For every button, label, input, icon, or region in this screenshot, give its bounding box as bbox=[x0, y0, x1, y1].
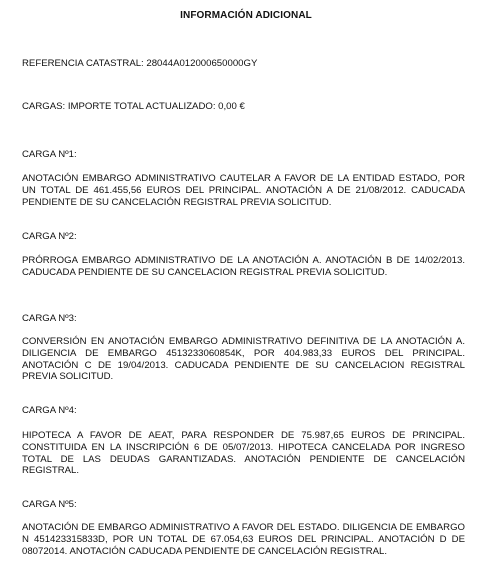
carga-2-heading: CARGA Nº2: bbox=[22, 231, 77, 242]
carga-5-text: ANOTACIÓN DE EMBARGO ADMINISTRATIVO A FAVOR DEL ESTADO. DILIGENCIA DE EMBARGO N 451423315833D, POR UN TOTAL DE 67.054,63 EUROS DEL PRINCIPAL. ANOTACIÓN D DE 08072014. ANOTACIÓN CADUCADA PENDIENTE DE CANCELACIÓN REGISTRAL. bbox=[22, 522, 465, 557]
referencia-catastral: REFERENCIA CATASTRAL: 28044A012000650000GY bbox=[22, 58, 258, 69]
carga-4-text: HIPOTECA A FAVOR DE AEAT, PARA RESPONDER DE 75.987,65 EUROS DE PRINCIPAL. CONSTITUIDA EN LA INSCRIPCIÓN 6 DE 05/07/2013. HIPOTECA CANCELADA POR INGRESO TOTAL DE LAS DEUDAS GARANTIZADAS. ANOTACIÓN PENDIENTE DE CANCELACIÓN REGISTRAL. bbox=[22, 430, 465, 477]
carga-4-heading: CARGA Nº4: bbox=[22, 405, 77, 416]
carga-1-text: ANOTACIÓN EMBARGO ADMINISTRATIVO CAUTELAR A FAVOR DE LA ENTIDAD ESTADO, POR UN TOTAL DE 461.455,56 EUROS DEL PRINCIPAL. ANOTACIÓN A DE 21/08/2012. CADUCADA PENDIENTE DE SU CANCELACIÓN REGISTRAL PREVIA SOLICITUD. bbox=[22, 173, 465, 208]
carga-1-heading: CARGA Nº1: bbox=[22, 149, 77, 160]
document-title: INFORMACIÓN ADICIONAL bbox=[180, 10, 312, 21]
carga-2-text: PRÓRROGA EMBARGO ADMINISTRATIVO DE LA ANOTACIÓN A. ANOTACIÓN B DE 14/02/2013. CADUCADA PENDIENTE DE SU CANCELACION REGISTRAL PREVIA SOLICITUD. bbox=[22, 255, 465, 278]
carga-5-heading: CARGA Nº5: bbox=[22, 499, 77, 510]
cargas-total: CARGAS: IMPORTE TOTAL ACTUALIZADO: 0,00 € bbox=[22, 101, 245, 112]
carga-3-text: CONVERSIÓN EN ANOTACIÓN EMBARGO ADMINISTRATIVO DEFINITIVA DE LA ANOTACIÓN A. DILIGENCIA DE EMBARGO 4513233060854K, POR 404.983,33 EUROS DEL PRINCIPAL. ANOTACIÓN C DE 19/04/2013. CADUCADA PENDIENTE DE SU CANCELACION REGISTRAL PREVIA SOLICITUD. bbox=[22, 336, 465, 383]
carga-3-heading: CARGA Nº3: bbox=[22, 313, 77, 324]
